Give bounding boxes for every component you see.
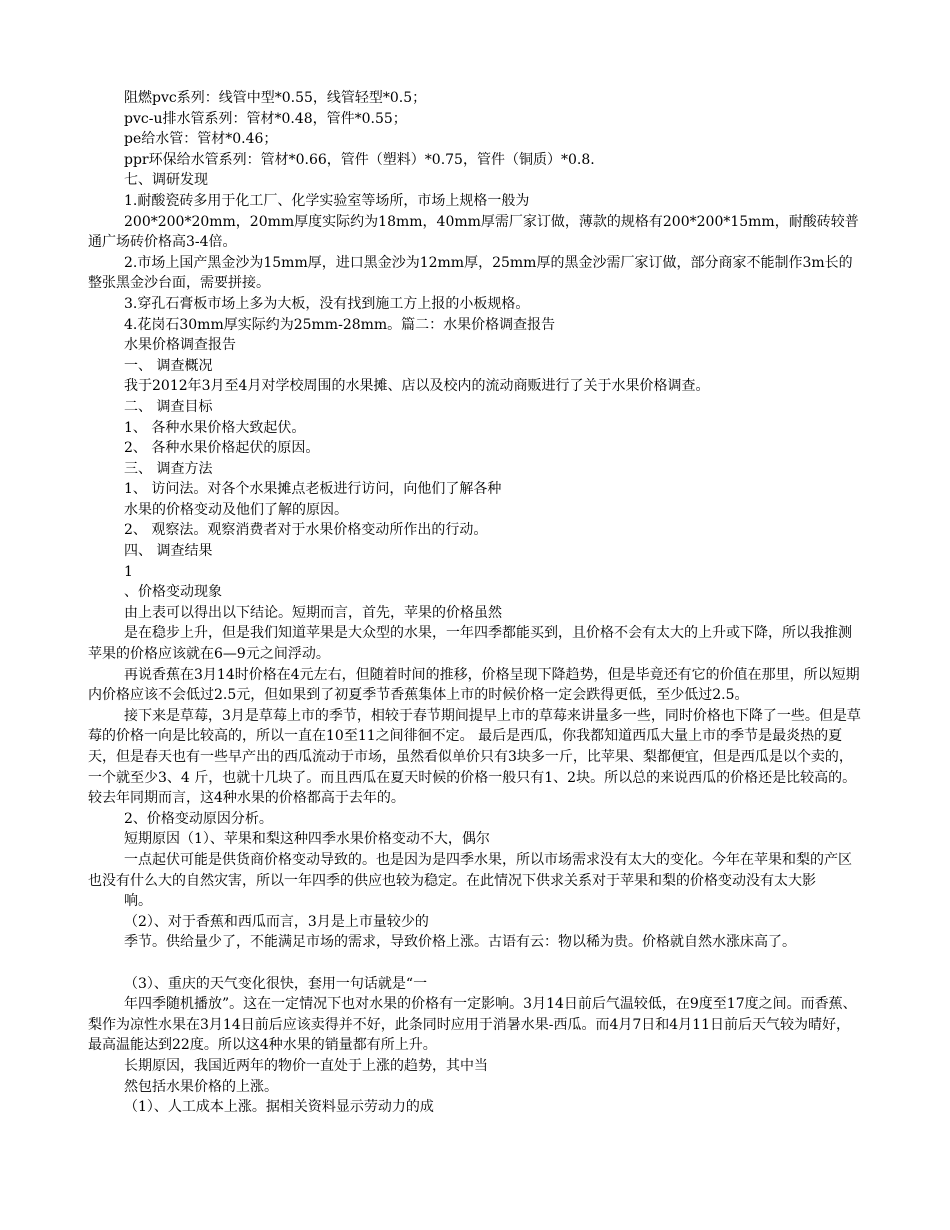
paragraph: 七、调研发现 bbox=[124, 172, 208, 189]
paragraph: 再说香蕉在3月14时价格在4元左右，但随着时间的推移，价格呈现下降趋势，但是毕竟还有它的价值在那里，所以短期内价格应该不会低过2.5元，但如果到了初夏季节香蕉集体上市的时候价格一定会跌得更低，至少低过2.5。 bbox=[88, 666, 860, 704]
paragraph: 是在稳步上升，但是我们知道苹果是大众型的水果，一年四季都能买到，且价格不会有太大的上升或下降，所以我推测苹果的价格应该就在6—9元之间浮动。 bbox=[88, 625, 852, 663]
paragraph: 季节。供给量少了，不能满足市场的需求，导致价格上涨。古语有云：物以稀为贵。价格就自然水涨床高了。 bbox=[124, 934, 796, 951]
paragraph: （2）、对于香蕉和西瓜而言，3月是上市量较少的 bbox=[124, 913, 429, 930]
paragraph: 1.耐酸瓷砖多用于化工厂、化学实验室等场所，市场上规格一般为 bbox=[124, 192, 530, 209]
paragraph: 一点起伏可能是供货商价格变动导致的。也是因为是四季水果，所以市场需求没有太大的变化。今年在苹果和梨的产区也没有什么大的自然灾害，所以一年四季的供应也较为稳定。在此情况下供求关系对于苹果和梨的价格变动没有太大影 bbox=[88, 851, 852, 889]
paragraph: ppr环保给水管系列：管材*0.66，管件（塑料）*0.75，管件（铜质）*0.8. bbox=[124, 151, 595, 168]
paragraph: 4.花岗石30mm厚实际约为25mm-28mm。篇二：水果价格调查报告 bbox=[124, 316, 556, 333]
paragraph: 1、 访问法。对各个水果摊点老板进行访问，向他们了解各种 bbox=[124, 481, 502, 498]
paragraph: 然包括水果价格的上涨。 bbox=[124, 1078, 278, 1095]
paragraph: 2.市场上国产黑金沙为15mm厚，进口黑金沙为12mm厚，25mm厚的黑金沙需厂家订做，部分商家不能制作3m长的整张黑金沙台面，需要拼接。 bbox=[88, 254, 853, 292]
paragraph: pe给水管：管材*0.46； bbox=[124, 131, 278, 148]
paragraph: 2、 各种水果价格起伏的原因。 bbox=[124, 440, 320, 457]
paragraph: 水果的价格变动及他们了解的原因。 bbox=[124, 501, 348, 518]
paragraph: （3）、重庆的天气变化很快，套用一句话就是“一 bbox=[124, 975, 428, 992]
paragraph: 由上表可以得出以下结论。短期而言，首先，苹果的价格虽然 bbox=[124, 604, 502, 621]
document-body bbox=[88, 88, 862, 1118]
paragraph: （1）、人工成本上涨。据相关资料显示劳动力的成 bbox=[124, 1099, 434, 1116]
paragraph: 年四季随机播放”。这在一定情况下也对水果的价格有一定影响。3月14日前后气温较低，在9度至17度之间。而香蕉、梨作为凉性水果在3月14日前后应该卖得并不好，此条同时应用于消暑水果-西瓜。而4月7日和4月11日前后天气较为晴好，最高温能达到22度。所以这4种水果的销量都有所上升。 bbox=[88, 996, 857, 1054]
paragraph: 我于2012年3月至4月对学校周围的水果摊、店以及校内的流动商贩进行了关于水果价格调查。 bbox=[124, 378, 710, 395]
paragraph: 200*200*20mm，20mm厚度实际约为18mm，40mm厚需厂家订做，薄款的规格有200*200*15mm，耐酸砖较普通广场砖价格高3-4倍。 bbox=[88, 213, 859, 251]
paragraph: 三、 调查方法 bbox=[124, 460, 213, 477]
paragraph: 1、 各种水果价格大致起伏。 bbox=[124, 419, 306, 436]
paragraph: 阻燃pvc系列：线管中型*0.55，线管轻型*0.5； bbox=[124, 90, 427, 106]
paragraph: 1 bbox=[124, 563, 133, 580]
paragraph: 短期原因（1）、苹果和梨这种四季水果价格变动不大，偶尔 bbox=[124, 831, 490, 848]
paragraph: 长期原因，我国近两年的物价一直处于上涨的趋势，其中当 bbox=[124, 1057, 488, 1074]
paragraph: 响。 bbox=[124, 893, 152, 910]
paragraph: 二、 调查目标 bbox=[124, 398, 213, 415]
paragraph: 3.穿孔石膏板市场上多为大板，没有找到施工方上报的小板规格。 bbox=[124, 295, 530, 312]
paragraph: 一、 调查概况 bbox=[124, 357, 213, 374]
blank-line bbox=[88, 953, 862, 974]
paragraph: 水果价格调查报告 bbox=[124, 337, 236, 354]
paragraph: 接下来是草莓，3月是草莓上市的季节，相较于春节期间提早上市的草莓来讲量多一些，同时价格也下降了一些。但是草莓的价格一向是比较高的，所以一直在10至11之间徘徊不定。 最后是西瓜，你我都知道西瓜大量上市的季节是最炎热的夏天，但是春天也有一些早产出的西瓜流动于市场，虽然看似单价只有3块多一斤，比苹果、梨都便宜，但是西瓜是以个卖的，一个就至少3、4 斤，也就十几块了。而且西瓜在夏天时候的价格一般只有1、2块。所以总的来说西瓜的价格还是比较高的。 较去年同期而言，这4种水果的价格都高于去年的。 bbox=[88, 707, 861, 807]
paragraph: 2、 观察法。观察消费者对于水果价格变动所作出的行动。 bbox=[124, 522, 488, 539]
paragraph: 、价格变动现象 bbox=[124, 584, 222, 601]
paragraph: pvc-u排水管系列：管材*0.48，管件*0.55； bbox=[124, 110, 407, 127]
paragraph: 四、 调查结果 bbox=[124, 543, 213, 560]
paragraph: 2、价格变动原因分析。 bbox=[124, 810, 273, 827]
